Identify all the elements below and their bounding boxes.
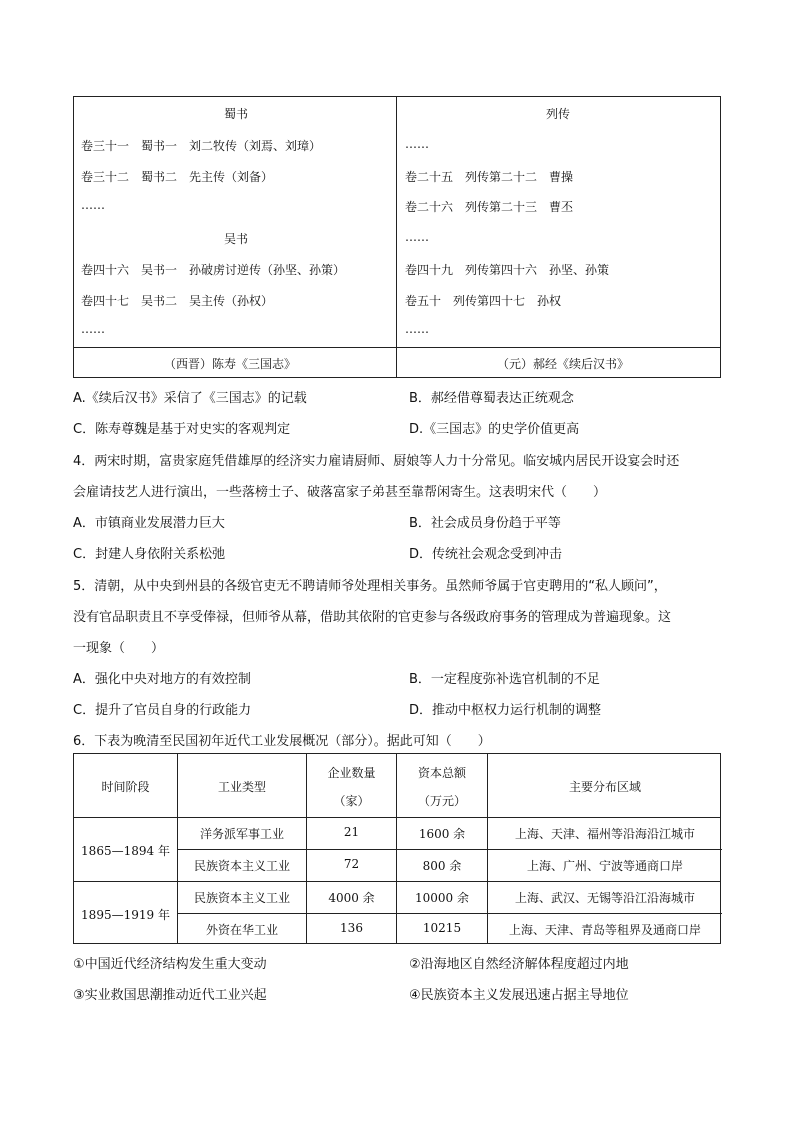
count-cell: 4000 余	[328, 891, 375, 905]
table-divider	[74, 347, 720, 348]
q6-option-4[interactable]: ④民族资本主义发展迅速占据主导地位	[409, 988, 629, 1003]
table-row: 卷四十六 吴书一 孙破虏讨逆传（孙坚、孙策）	[81, 263, 346, 277]
period-cell: 1865—1894 年	[81, 844, 170, 858]
table-row: 卷三十二 蜀书二 先主传（刘备）	[81, 170, 274, 184]
q6-stem: 6．下表为晚清至民国初年近代工业发展概况（部分）。据此可知（ ）	[73, 734, 491, 749]
header-period: 时间阶段	[101, 780, 150, 794]
q4-option-b[interactable]: B．社会成员身份趋于平等	[409, 516, 561, 531]
header-region: 主要分布区域	[568, 780, 641, 794]
industry-type-cell: 外资在华工业	[205, 923, 278, 937]
table-divider	[177, 913, 722, 914]
q5-option-d[interactable]: D．推动中枢权力运行机制的调整	[409, 703, 602, 718]
region-cell: 上海、天津、青岛等租界及通商口岸	[508, 923, 701, 937]
q3-option-b[interactable]: B．郝经借尊蜀表达正统观念	[409, 391, 574, 406]
count-cell: 21	[343, 825, 360, 839]
industry-type-cell: 民族资本主义工业	[193, 859, 290, 873]
q4-option-a[interactable]: A．市镇商业发展潜力巨大	[73, 516, 225, 531]
period-cell: 1895—1919 年	[81, 908, 170, 922]
region-cell: 上海、广州、宁波等通商口岸	[526, 859, 683, 873]
table-row: 卷二十六 列传第二十三 曹丕	[405, 200, 574, 214]
table-divider	[74, 881, 720, 882]
industry-table	[73, 753, 721, 944]
q5-stem-line: 没有官品职责且不享受俸禄，但师爷从幕，借助其依附的官吏参与各级政府事务的管理成为普遍现象。这	[73, 610, 672, 625]
q5-option-a[interactable]: A．强化中央对地方的有效控制	[73, 672, 251, 687]
table-row: ……	[81, 322, 105, 336]
header-capital: 资本总额	[417, 766, 466, 780]
table-row: 卷二十五 列传第二十二 曹操	[405, 170, 574, 184]
table-divider	[177, 849, 722, 850]
header-type: 工业类型	[217, 780, 266, 794]
q3-option-d[interactable]: D.《三国志》的史学价值更高	[409, 422, 580, 437]
table-row: ……	[405, 322, 429, 336]
q6-option-2[interactable]: ②沿海地区自然经济解体程度超过内地	[409, 957, 629, 972]
q5-stem-line: 5．清朝，从中央到州县的各级官吏无不聘请师爷处理相关事务。虽然师爷属于官吏聘用的“私人顾问”，	[73, 579, 667, 594]
table-row: ……	[405, 230, 429, 244]
q4-stem-line: 4．两宋时期，富贵家庭凭借雄厚的经济实力雇请厨师、厨娘等人力十分常见。临安城内居民开设宴会时还	[73, 454, 680, 469]
wu-header: 吴书	[224, 232, 249, 246]
table-row: 卷三十一 蜀书一 刘二牧传（刘焉、刘璋）	[81, 139, 322, 153]
q5-option-b[interactable]: B．一定程度弥补选官机制的不足	[409, 672, 600, 687]
table-row: 卷五十 列传第四十七 孙权	[405, 294, 562, 308]
q4-stem-line: 会雇请技艺人进行演出，一些落榜士子、破落富家子弟甚至靠帮闲寄生。这表明宋代（ ）	[73, 485, 607, 500]
count-cell: 72	[343, 857, 360, 871]
xuhouhanshu-caption: （元）郝经《续后汉书》	[497, 357, 630, 371]
header-count: 企业数量	[327, 766, 376, 780]
table-row: ……	[405, 137, 429, 151]
q4-option-d[interactable]: D．传统社会观念受到冲击	[409, 547, 563, 562]
q4-option-c[interactable]: C．封建人身依附关系松弛	[73, 547, 226, 562]
q3-option-c[interactable]: C．陈寿尊魏是基于对史实的客观判定	[73, 422, 291, 437]
table-row: 卷四十九 列传第四十六 孙坚、孙策	[405, 263, 610, 277]
liezhuan-header: 列传	[546, 107, 571, 121]
shu-header: 蜀书	[224, 107, 249, 121]
capital-cell: 10000 余	[415, 891, 469, 905]
q3-option-a[interactable]: A.《续后汉书》采信了《三国志》的记载	[73, 391, 307, 406]
table-divider	[396, 97, 397, 377]
region-cell: 上海、武汉、无锡等沿江沿海城市	[514, 891, 695, 905]
capital-cell: 800 余	[422, 859, 462, 873]
q6-option-3[interactable]: ③实业救国思潮推动近代工业兴起	[73, 988, 267, 1003]
count-cell: 136	[340, 921, 363, 935]
q5-option-c[interactable]: C．提升了官员自身的行政能力	[73, 703, 252, 718]
table-divider	[74, 817, 720, 818]
table-row: 卷四十七 吴书二 吴主传（孙权）	[81, 294, 274, 308]
header-count-unit: （家）	[333, 794, 370, 808]
q5-stem-line: 一现象（ ）	[73, 641, 165, 656]
q6-option-1[interactable]: ①中国近代经济结构发生重大变动	[73, 957, 267, 972]
dynastic-history-table	[73, 96, 721, 378]
capital-cell: 10215	[422, 921, 462, 935]
industry-type-cell: 民族资本主义工业	[193, 891, 290, 905]
industry-type-cell: 洋务派军事工业	[199, 827, 284, 841]
capital-cell: 1600 余	[418, 827, 466, 841]
region-cell: 上海、天津、福州等沿海沿江城市	[514, 827, 695, 841]
sanguozhi-caption: （西晋）陈寿《三国志》	[164, 357, 297, 371]
header-capital-unit: （万元）	[417, 794, 466, 808]
table-row: ……	[81, 198, 105, 212]
